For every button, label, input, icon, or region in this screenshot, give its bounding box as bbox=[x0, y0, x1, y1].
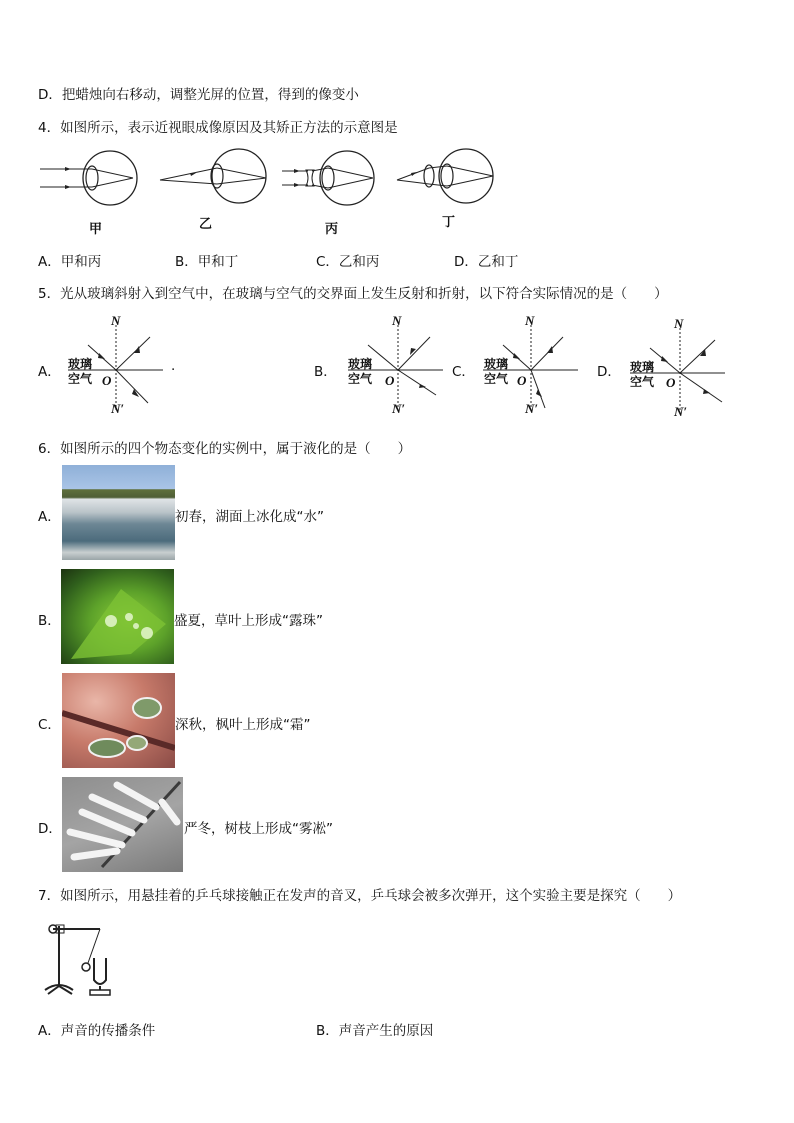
q4-option-d: D．乙和丁 bbox=[454, 254, 519, 270]
q7-option-a: A．声音的传播条件 bbox=[38, 1023, 156, 1039]
frost-leaf-photo bbox=[62, 673, 175, 768]
q6-option-d-text: 严冬，树枝上形成“雾凇” bbox=[184, 821, 333, 837]
q4-fig-label-jia: 甲 bbox=[89, 222, 103, 237]
q5-d-n: N bbox=[674, 316, 684, 331]
q6-option-b-text: 盛夏，草叶上形成“露珠” bbox=[174, 613, 323, 629]
q6-option-a-text: 初春，湖面上冰化成“水” bbox=[175, 509, 324, 525]
q4-option-c: C．乙和丙 bbox=[316, 254, 380, 270]
q5-a-nprime: N′ bbox=[111, 401, 125, 416]
q5-c-o: O bbox=[517, 373, 527, 388]
q6-option-c-letter: C． bbox=[38, 717, 61, 733]
q5-option-c-letter: C． bbox=[452, 364, 475, 380]
q5-b-glass: 玻璃 bbox=[348, 357, 373, 371]
q6-stem: 6．如图所示的四个物态变化的实例中，属于液化的是（ ） bbox=[38, 441, 412, 457]
q5-d-glass: 玻璃 bbox=[630, 360, 655, 374]
q5-option-b-letter: B． bbox=[314, 364, 337, 380]
dewdrop-leaf-photo bbox=[61, 569, 174, 664]
q5-a-o: O bbox=[102, 373, 112, 388]
q7-option-b: B．声音产生的原因 bbox=[316, 1023, 434, 1039]
q5-b-n: N bbox=[392, 313, 402, 328]
q5-d-nprime: N′ bbox=[674, 404, 688, 419]
q5-b-air: 空气 bbox=[348, 372, 373, 386]
q7-stem: 7．如图所示，用悬挂着的乒乓球接触正在发声的音叉，乒乓球会被多次弹开，这个实验主要是探究（ ） bbox=[38, 888, 682, 904]
eye-diagram-bing bbox=[282, 151, 374, 205]
q4-fig-label-ding: 丁 bbox=[442, 215, 456, 230]
q5-a-dot: . bbox=[171, 358, 176, 374]
q4-option-a: A．甲和丙 bbox=[38, 254, 102, 270]
q5-d-o: O bbox=[666, 375, 676, 390]
q5-option-d-letter: D． bbox=[597, 364, 621, 380]
q4-option-b: B．甲和丁 bbox=[175, 254, 239, 270]
q4-stem: 4．如图所示，表示近视眼成像原因及其矫正方法的示意图是 bbox=[38, 120, 398, 136]
q5-d-air: 空气 bbox=[630, 375, 655, 389]
q5-option-a-letter: A． bbox=[38, 364, 61, 380]
tuning-fork-apparatus bbox=[42, 918, 132, 998]
q6-option-b-letter: B． bbox=[38, 613, 61, 629]
q5-a-air: 空气 bbox=[68, 372, 93, 386]
q6-option-a-letter: A． bbox=[38, 509, 61, 525]
q5-c-air: 空气 bbox=[484, 372, 509, 386]
q6-option-c-text: 深秋，枫叶上形成“霜” bbox=[175, 717, 311, 733]
q4-fig-label-yi: 乙 bbox=[199, 217, 213, 232]
eye-diagram-ding bbox=[397, 149, 493, 203]
q5-a-n: N bbox=[111, 313, 121, 328]
q5-c-nprime: N′ bbox=[525, 401, 539, 416]
q5-stem: 5．光从玻璃斜射入到空气中，在玻璃与空气的交界面上发生反射和折射，以下符合实际情况的是（ ） bbox=[38, 286, 668, 302]
eye-diagram-jia bbox=[40, 151, 137, 205]
lake-photo bbox=[62, 465, 175, 560]
rime-branch-photo bbox=[62, 777, 183, 872]
eye-diagram-yi bbox=[160, 149, 266, 203]
q5-c-n: N bbox=[525, 313, 535, 328]
q6-option-d-letter: D． bbox=[38, 821, 62, 837]
q5-b-nprime: N′ bbox=[392, 401, 406, 416]
q5-a-glass: 玻璃 bbox=[68, 357, 93, 371]
q3-option-d: D．把蜡烛向右移动，调整光屏的位置，得到的像变小 bbox=[38, 87, 359, 103]
q5-b-o: O bbox=[385, 373, 395, 388]
q4-fig-label-bing: 丙 bbox=[325, 222, 339, 237]
q4-eye-figures bbox=[35, 140, 505, 230]
q5-c-glass: 玻璃 bbox=[484, 357, 509, 371]
